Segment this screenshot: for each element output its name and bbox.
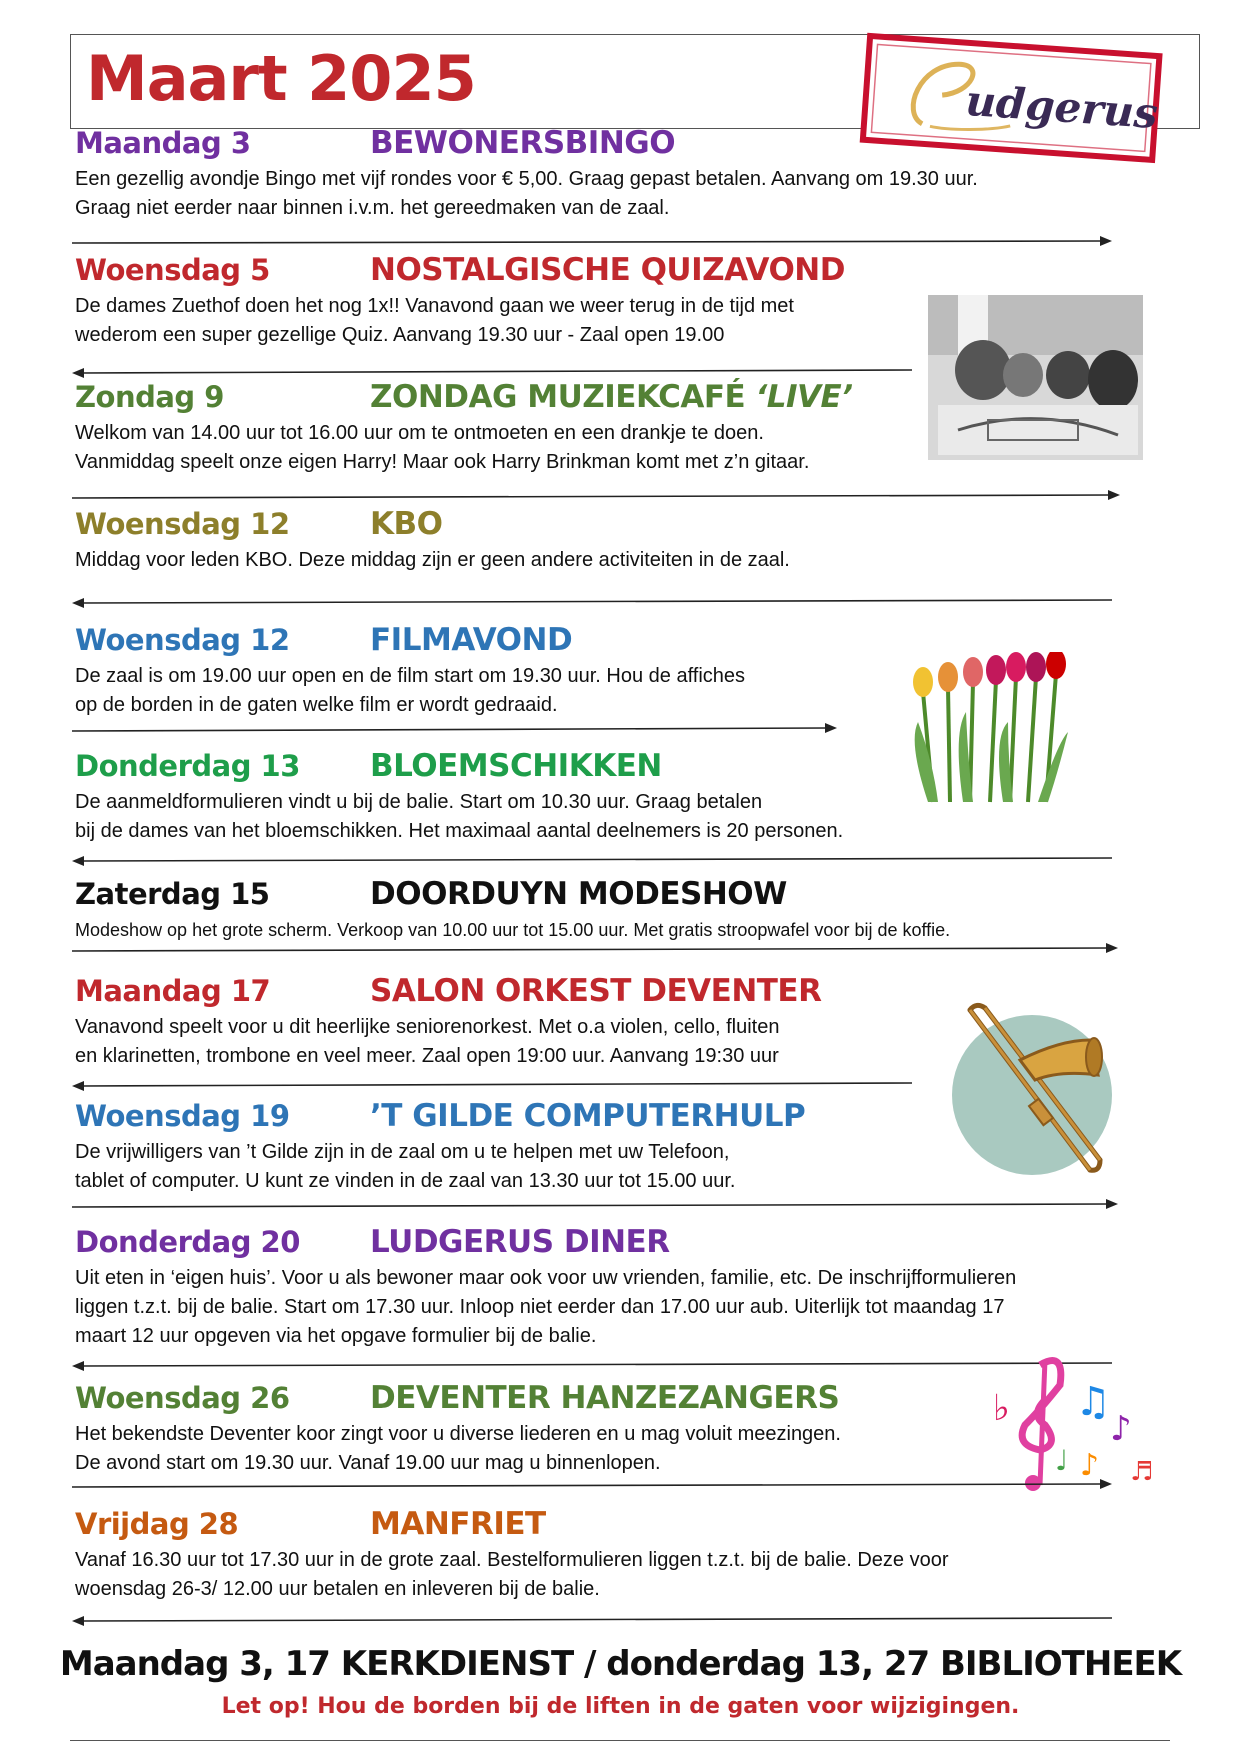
event-title: KBO <box>370 506 443 542</box>
event-description: De aanmeldformulieren vindt u bij de balie. Start om 10.30 uur. Graag betalen bij de dames van het bloemschikken. Het maximaal aantal deelnemers is 20 personen. <box>75 791 844 842</box>
trombone-image <box>950 1000 1115 1185</box>
arrow-right-divider <box>72 942 1118 956</box>
tulips-image <box>908 652 1073 807</box>
event-title: BEWONERSBINGO <box>370 125 676 161</box>
arrow-right-divider <box>72 1198 1118 1212</box>
event-description: Welkom van 14.00 uur tot 16.00 uur om te ontmoeten en een drankje te doen. Vanmiddag speelt onze eigen Harry! Maar ook Harry Brinkman komt met z’n gitaar. <box>75 422 810 473</box>
event-title: ZONDAG MUZIEKCAFÉ ‘LIVE’ <box>370 379 853 415</box>
event-day: Zondag 9 <box>75 380 224 414</box>
event-day: Woensdag 26 <box>75 1381 290 1415</box>
arrow-right-divider <box>72 490 1120 504</box>
event-description: Vanaf 16.30 uur tot 17.30 uur in de grote zaal. Bestelformulieren liggen t.z.t. bij de balie. Deze voor woensdag 26-3/ 12.00 uur betalen en inleveren bij de balie. <box>75 1549 949 1600</box>
event-description: Een gezellig avondje Bingo met vijf rondes voor € 5,00. Graag gepast betalen. Aanvang om 19.30 uur. Graag niet eerder naar binnen i.v.m. het gereedmaken van de zaal. <box>75 168 978 219</box>
event-title: ’T GILDE COMPUTERHULP <box>370 1098 806 1134</box>
event-day: Woensdag 5 <box>75 253 270 287</box>
arrow-left-divider <box>72 1357 1112 1371</box>
event-day: Maandag 3 <box>75 126 251 160</box>
svg-text:♩: ♩ <box>1055 1444 1069 1477</box>
svg-text:♭: ♭ <box>993 1388 1010 1429</box>
arrow-left-divider <box>72 852 1112 866</box>
event-day: Woensdag 12 <box>75 507 290 541</box>
arrow-left-divider <box>72 364 912 378</box>
event-day: Vrijdag 28 <box>75 1507 239 1541</box>
event-title: NOSTALGISCHE QUIZAVOND <box>370 252 845 288</box>
event-title: FILMAVOND <box>370 622 573 658</box>
event-title: LUDGERUS DINER <box>370 1224 670 1260</box>
arrow-right-divider <box>72 236 1112 250</box>
event-day: Donderdag 13 <box>75 749 300 783</box>
event-description: Modeshow op het grote scherm. Verkoop van 10.00 uur tot 15.00 uur. Met gratis stroopwafel voor bij de koffie. <box>75 920 951 940</box>
footer-divider <box>70 1740 1170 1741</box>
event-description: Middag voor leden KBO. Deze middag zijn er geen andere activiteiten in de zaal. <box>75 549 790 571</box>
event-day: Woensdag 12 <box>75 623 290 657</box>
event-day: Zaterdag 15 <box>75 877 270 911</box>
event-description: Het bekendste Deventer koor zingt voor u diverse liederen en u mag voluit meezingen. De avond start om 19.30 uur. Vanaf 19.00 uur mag u binnenlopen. <box>75 1423 841 1474</box>
footer-note: Let op! Hou de borden bij de liften in de gaten voor wijzigingen. <box>221 1694 1020 1719</box>
music-notes-image <box>985 1345 1155 1495</box>
arrow-left-divider <box>72 1077 912 1091</box>
event-title: SALON ORKEST DEVENTER <box>370 973 822 1009</box>
event-day: Donderdag 20 <box>75 1225 300 1259</box>
event-description: De dames Zuethof doen het nog 1x!! Vanavond gaan we weer terug in de tijd met wederom een super gezellige Quiz. Aanvang 19.30 uur - Zaal open 19.00 <box>75 295 794 346</box>
event-title: DOORDUYN MODESHOW <box>370 876 787 912</box>
event-description: De zaal is om 19.00 uur open en de film start om 19.30 uur. Hou de affiches op de borden in de gaten welke film er wordt gedraaid. <box>75 665 746 716</box>
arrow-right-divider <box>72 1478 1112 1492</box>
svg-text:♪: ♪ <box>1110 1409 1132 1449</box>
event-title: DEVENTER HANZEZANGERS <box>370 1380 840 1416</box>
event-title: BLOEMSCHIKKEN <box>370 748 662 784</box>
event-description: Vanavond speelt voor u dit heerlijke seniorenorkest. Met o.a violen, cello, fluiten en klarinetten, trombone en veel meer. Zaal open 19:00 uur. Aanvang 19:30 uur <box>75 1016 780 1067</box>
event-day: Maandag 17 <box>75 974 271 1008</box>
arrow-left-divider <box>72 594 1112 608</box>
arrow-right-divider <box>72 722 837 736</box>
svg-text:♬: ♬ <box>1130 1457 1154 1487</box>
page-title: Maart 2025 <box>86 42 476 115</box>
footer-recurring-events: Maandag 3, 17 KERKDIENST / donderdag 13, 27 BIBLIOTHEEK <box>59 1644 1182 1684</box>
event-description: Uit eten in ‘eigen huis’. Voor u als bewoner maar ook voor uw vrienden, familie, etc. De inschrijfformulieren liggen t.z.t. bij de balie. Start om 17.30 uur. Inloop niet eerder dan 17.00 uur aub. Uiterlijk tot maandag 17 maart 12 uur opgeven via het opgave formulier bij de balie. <box>75 1267 1017 1347</box>
svg-text:♪: ♪ <box>1080 1448 1100 1483</box>
svg-text:♫: ♫ <box>1075 1379 1111 1425</box>
arrow-left-divider <box>72 1612 1112 1626</box>
vintage-photo-children-playing <box>928 295 1143 460</box>
event-title: MANFRIET <box>370 1506 546 1542</box>
ludgerus-logo <box>858 30 1166 171</box>
event-description: De vrijwilligers van ’t Gilde zijn in de zaal om u te helpen met uw Telefoon, tablet of computer. U kunt ze vinden in de zaal van 13.30 uur tot 15.00 uur. <box>75 1141 736 1192</box>
svg-text:udgerus: udgerus <box>964 75 1160 139</box>
event-day: Woensdag 19 <box>75 1099 290 1133</box>
